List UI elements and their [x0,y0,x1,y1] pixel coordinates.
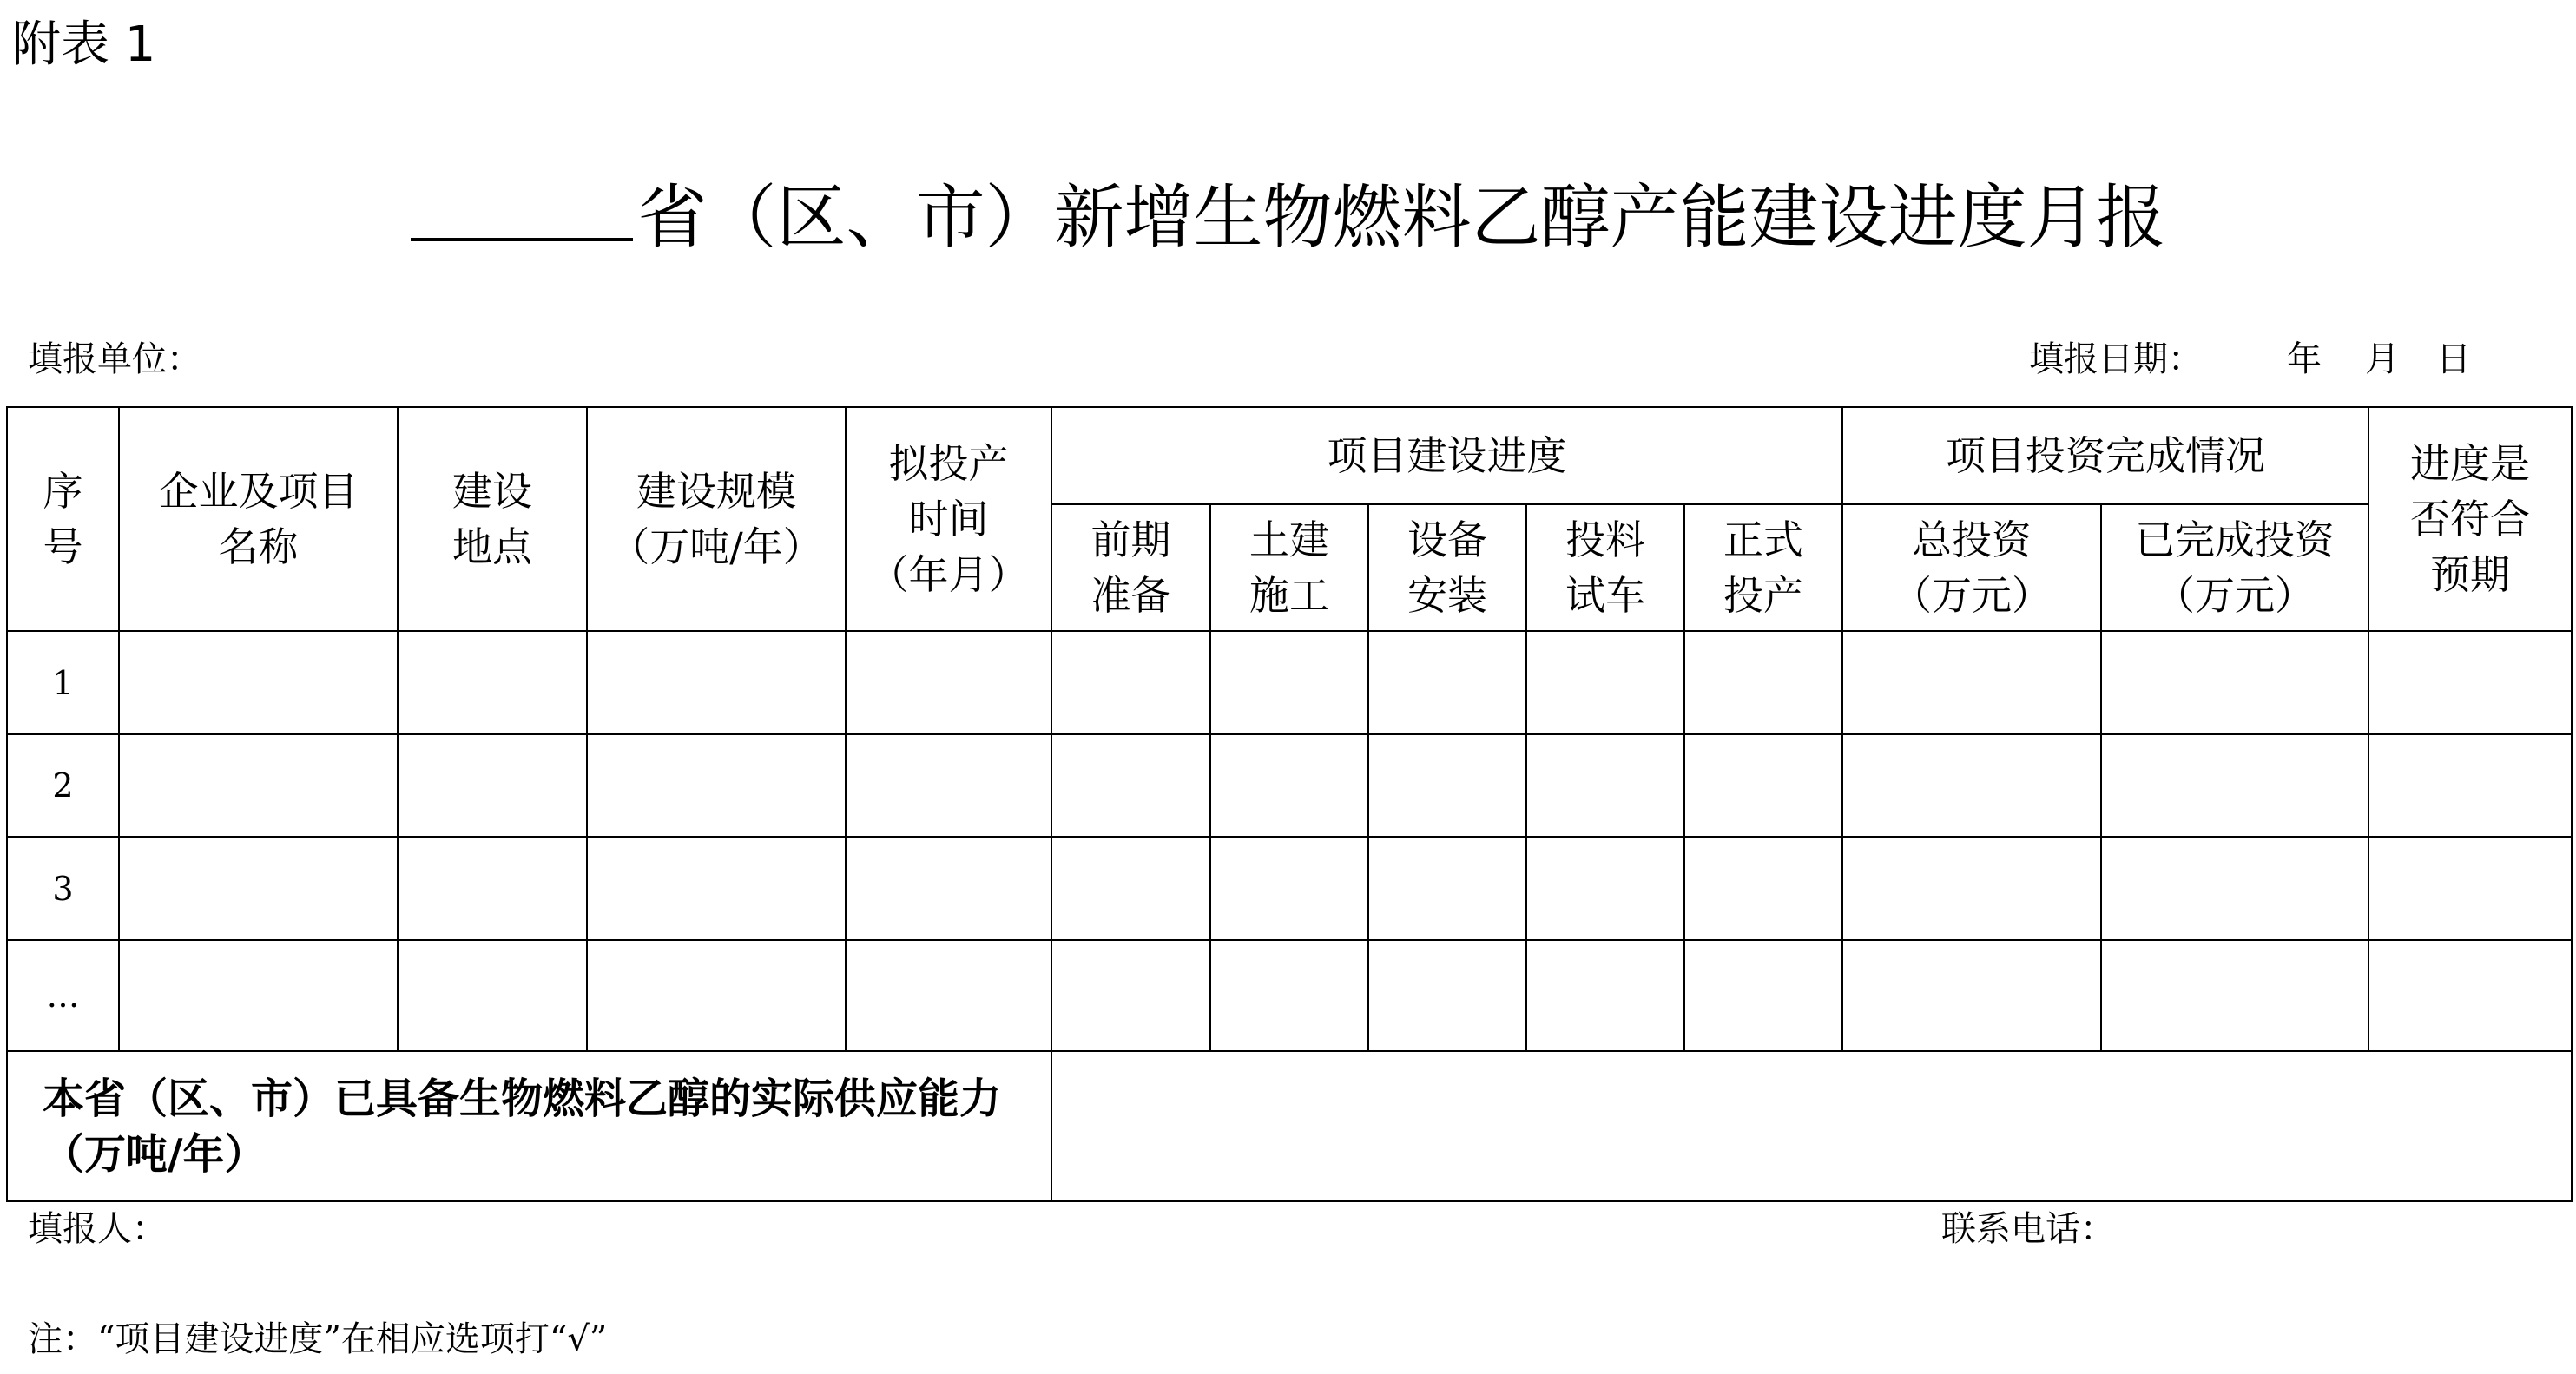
table-cell [1051,940,1210,1051]
table-cell [1368,837,1526,940]
progress-report-table [6,406,2573,1202]
table-cell [2101,837,2368,940]
header-seq: 序 号 [7,407,119,631]
row-seq: 2 [7,734,119,837]
header-company: 企业及项目 名称 [119,407,398,631]
table-cell [1842,631,2101,734]
table-row [7,837,2572,940]
header-progress-production: 正式 投产 [1684,504,1842,631]
province-blank-line [411,170,633,241]
table-cell [2368,940,2572,1051]
table-cell [1210,734,1368,837]
table-cell [1051,837,1210,940]
table-cell [1526,940,1684,1051]
table-cell [1051,631,1210,734]
table-cell [2101,734,2368,837]
table-cell [1368,734,1526,837]
row-seq: 3 [7,837,119,940]
table-cell [2101,631,2368,734]
table-cell [1210,837,1368,940]
table-cell [398,734,587,837]
header-on-schedule: 进度是 否符合 预期 [2368,407,2572,631]
page-title [0,170,2576,263]
header-progress-group: 项目建设进度 [1051,407,1842,504]
table-cell [398,940,587,1051]
table-cell [2368,837,2572,940]
table-cell [846,940,1051,1051]
row-seq: … [7,940,119,1051]
table-cell [846,631,1051,734]
header-progress-equipment: 设备 安装 [1368,504,1526,631]
phone-label: 联系电话： [1941,1209,2115,1249]
header-progress-civil: 土建 施工 [1210,504,1368,631]
date-day-label: 日 [2436,339,2471,379]
summary-label: 本省（区、市）已具备生物燃料乙醇的实际供应能力（万吨/年） [7,1051,1051,1201]
table-row [7,940,2572,1051]
table-cell [398,631,587,734]
table-cell [1368,940,1526,1051]
table-cell [587,940,846,1051]
table-row [7,734,2572,837]
table-cell [1526,631,1684,734]
table-cell [1051,734,1210,837]
summary-value-cell [1051,1051,2572,1201]
table-cell [587,631,846,734]
date-month-label: 月 [2365,339,2400,379]
table-cell [1684,631,1842,734]
fill-date-label: 填报日期： [2029,339,2203,379]
header-progress-prep: 前期 准备 [1051,504,1210,631]
table-cell [1526,734,1684,837]
table-cell [398,837,587,940]
table-cell [587,837,846,940]
table-cell [1684,837,1842,940]
table-cell [119,734,398,837]
table-cell [119,940,398,1051]
title-text: 省（区、市）新增生物燃料乙醇产能建设进度月报 [637,177,2166,258]
appendix-label: 附表 1 [12,16,156,73]
summary-row [7,1051,2572,1201]
filler-label: 填报人： [28,1209,167,1249]
date-year-label: 年 [2287,339,2322,379]
header-completed-investment: 已完成投资 （万元） [2101,504,2368,631]
table-cell [846,837,1051,940]
table-cell [846,734,1051,837]
note-text: 注：“项目建设进度”在相应选项打“√” [28,1319,608,1359]
header-progress-trial: 投料 试车 [1526,504,1684,631]
table-cell [1684,734,1842,837]
table-cell [2368,631,2572,734]
table-cell [1526,837,1684,940]
fill-unit-label: 填报单位： [28,339,201,379]
table-cell [2101,940,2368,1051]
table-row [7,631,2572,734]
header-total-investment: 总投资 （万元） [1842,504,2101,631]
header-planned-time: 拟投产 时间 （年月） [846,407,1051,631]
table-cell [2368,734,2572,837]
table-cell [1842,734,2101,837]
table-cell [587,734,846,837]
table-cell [1368,631,1526,734]
table-cell [119,631,398,734]
table-cell [1210,940,1368,1051]
header-scale: 建设规模 （万吨/年） [587,407,846,631]
table-cell [1842,837,2101,940]
table-cell [119,837,398,940]
row-seq: 1 [7,631,119,734]
table-cell [1684,940,1842,1051]
header-location: 建设 地点 [398,407,587,631]
table-cell [1210,631,1368,734]
table-cell [1842,940,2101,1051]
header-investment-group: 项目投资完成情况 [1842,407,2368,504]
